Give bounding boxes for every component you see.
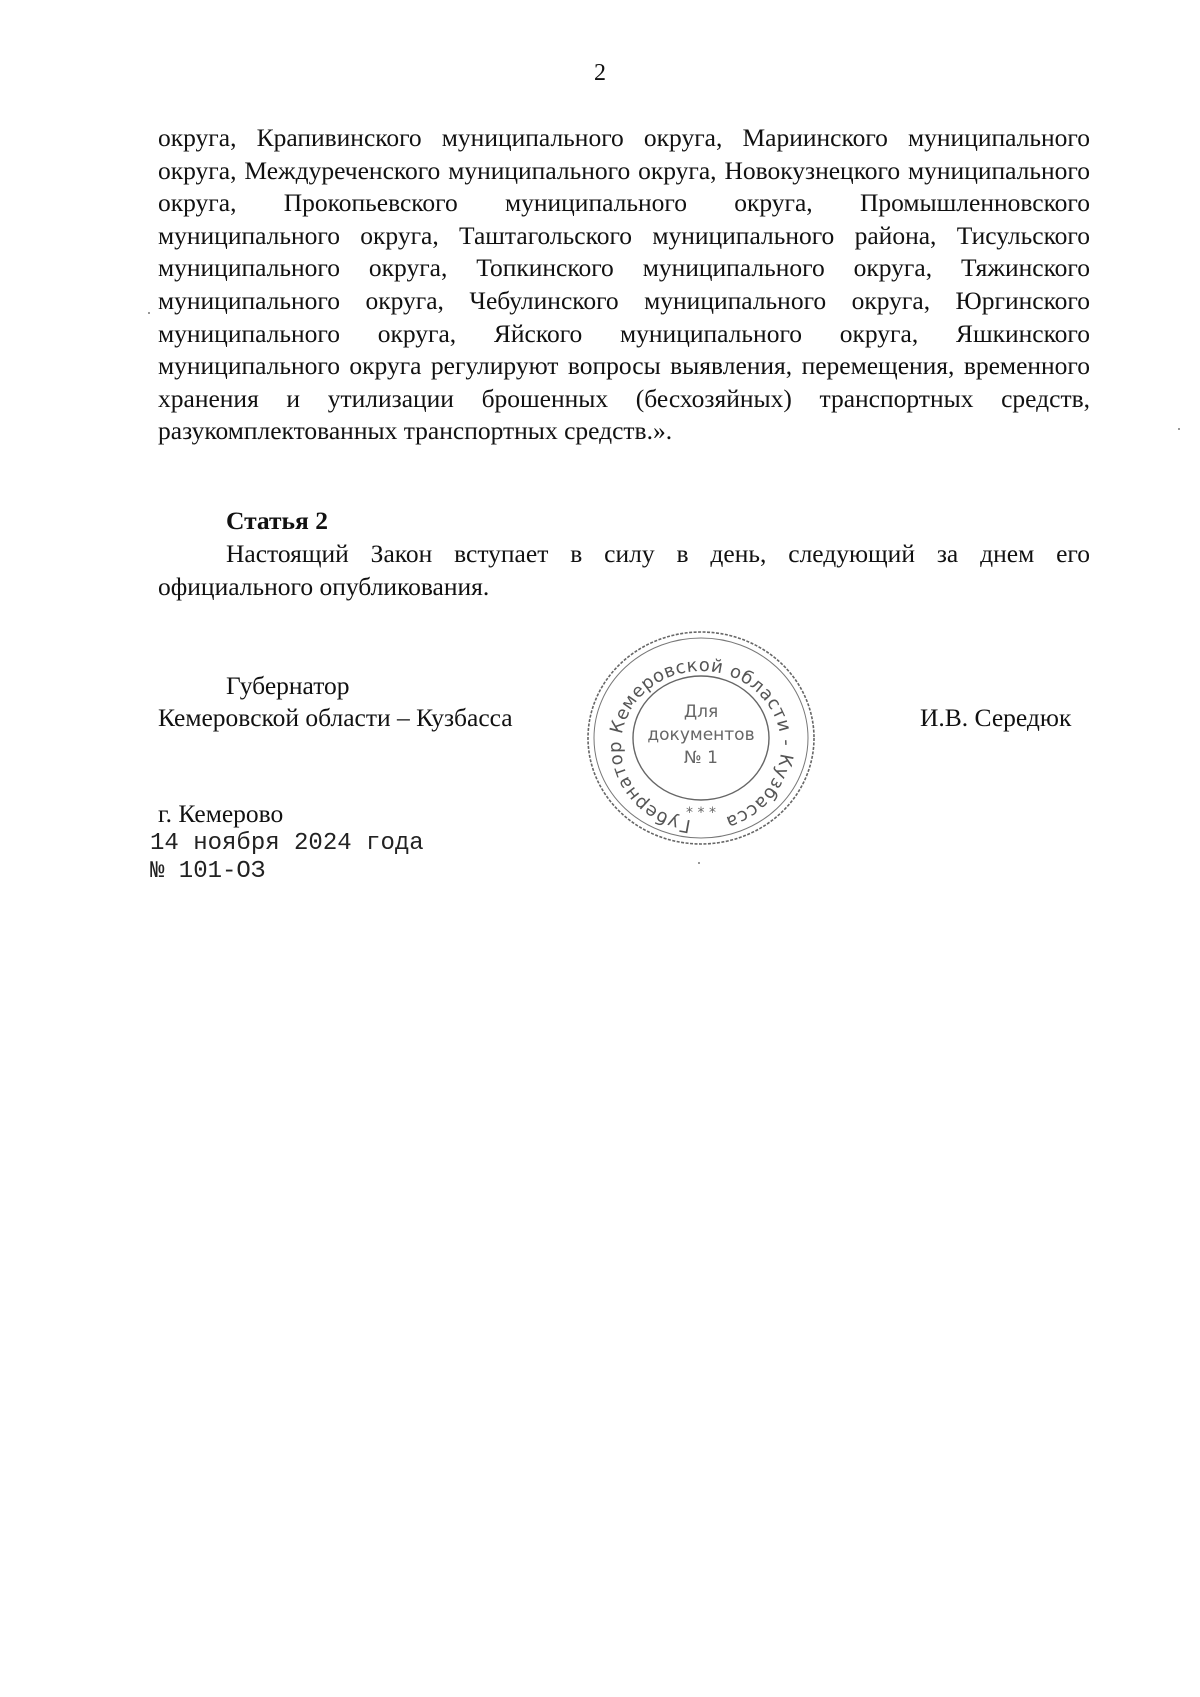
seal-center-line2: документов [647,725,755,745]
seal-ring-text: Губернатор Кемеровской области - Кузбасса [604,654,798,837]
article-title: Статья 2 [226,506,328,535]
law-date: 14 ноября 2024 года [150,830,424,857]
city: г. Кемерово [158,799,284,828]
body-paragraph: округа, Крапивинского муниципального округа, Мариинского муниципального округа, Междуреченского муниципального округа, Новокузнецкого муниципального округа, Прокопьевского муниципального округа, Промышленновского муниципального округа, Таштагольского муниципального района, Тисульского муниципального округа, Топкинского муниципального округа, Тяжинского муниципального округа, Чебулинского муниципального округа, Юргинского муниципального округа, Яйского муниципального округа, Яшкинского муниципального округа регулируют вопросы выявления, перемещения, временного хранения и утилизации брошенных (бесхозяйных) транспортных средств, разукомплектованных транспортных средств.». [158,123,1090,446]
official-seal [583,625,819,851]
article-text: Настоящий Закон вступает в силу в день, следующий за днем его официального опубликования. [158,539,1090,601]
governor-title: Губернатор [226,671,350,700]
law-number: № 101-ОЗ [150,858,266,885]
scan-speck [148,312,150,314]
governor-name: И.В. Середюк [920,703,1072,732]
governor-region: Кемеровской области – Кузбасса [158,703,513,732]
scan-speck [698,862,700,864]
seal-center-line3: № 1 [684,748,718,768]
scan-speck [1178,428,1180,430]
seal-stars: * * * [686,805,716,821]
seal-center-line1: Для [683,702,719,722]
page-number: 2 [594,60,606,86]
